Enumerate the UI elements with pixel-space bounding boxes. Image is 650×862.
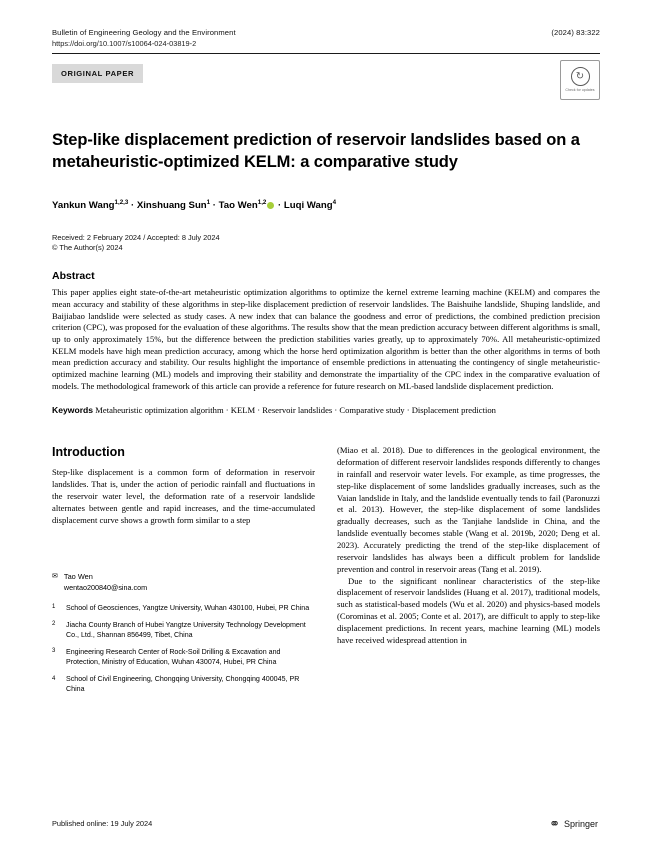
affiliation-item [52, 674, 315, 694]
author-separator: · [210, 199, 219, 211]
publication-dates [52, 233, 600, 254]
author-separator: · [128, 199, 137, 211]
keywords-block [52, 405, 600, 417]
affiliation-number: 4 [52, 675, 56, 682]
affiliation-list [52, 603, 315, 694]
abstract-heading: Abstract [52, 270, 95, 283]
correspondence-author [52, 572, 315, 582]
intro-right-text [337, 445, 600, 647]
left-column [52, 445, 315, 701]
author-name: Luqi Wang [283, 199, 333, 211]
correspondence-email[interactable]: wentao200840@sina.com [63, 582, 148, 592]
page-footer [52, 817, 598, 830]
affiliation-number: 3 [52, 648, 56, 655]
author-affil-marker: 1 [206, 198, 211, 206]
published-online: Published online: 19 July 2024 [52, 819, 153, 828]
affiliation-item [52, 620, 315, 640]
keywords-text: Metaheuristic optimization algorithm · KELM · Reservoir landslides · Comparative study · Displacement prediction [95, 405, 496, 416]
copyright-line: © The Author(s) 2024 [52, 243, 123, 253]
journal-issue: (2024) 83:322 [551, 28, 600, 37]
author-name: Tao Wen [218, 199, 258, 211]
abstract-text: This paper applies eight state-of-the-art metaheuristic optimization algorithms to optimize the kernel extreme learning machine (KELM) and compares the mean accuracy and stability of these algorithms in step-like displacement prediction of reservoir landslides. The Baishuihe landslide, Shuping landslide, and Baijiabao landslide were selected as study cases. A new index that can balance the goodness and error of predictions, the combined prediction precision criterion (CPC), was proposed for the evaluation of these algorithms. The results show that the mean prediction accuracy between different algorithms is small, up to only approximately 15%, but the difference between the prediction stabilities varies greatly, up to approximately 70%. All metaheuristic-optimized KELM models have high mean prediction accuracy, among which the horse herd optimization algorithm is better than the other algorithms in terms of both mean prediction accuracy and stability. Our results highlight the importance of ensemble predictions in attenuating the contingency of single metaheuristic-optimized machine learning (ML) models and improving their stability and demonstrate the impartiality of the CPC index in the comparative evaluation of models. The methodological framework of this article can provide a reference for future research on ML-based landslide displacement prediction. [52, 287, 600, 391]
right-column [337, 445, 600, 701]
affiliation-text: School of Civil Engineering, Chongqing University, Chongqing 400045, PR China [66, 675, 300, 694]
received-accepted: Received: 2 February 2024 / Accepted: 8 July 2024 [52, 232, 220, 242]
intro-left-text [52, 467, 315, 526]
doi-link[interactable]: https://doi.org/10.1007/s10064-024-03819-2 [52, 39, 197, 48]
paper-type-row [52, 64, 600, 100]
paragraph: Step-like displacement is a common form of deformation in reservoir landslides. That is, under the action of periodic rainfall and fluctuations in the reservoir water level, the deformation rate of a reservoir landslide alternates between gentle and rapid increases, and the time-accumulated displacement curve shows a growth form similar to a step [52, 467, 315, 525]
affiliation-item [52, 647, 315, 667]
crossmark-label: Check for updates [565, 88, 595, 93]
publisher-logo-icon: ⚭ [549, 816, 560, 831]
affiliation-text: Jiacha County Branch of Hubei Yangtze University Technology Development Co., Ltd., Shannan 856499, Tibet, China [66, 620, 306, 639]
paper-type-badge: ORIGINAL PAPER [52, 64, 143, 83]
journal-header [52, 28, 600, 37]
correspondence-email-row [52, 583, 315, 593]
affiliation-text: School of Geosciences, Yangtze University, Wuhan 430100, Hubei, PR China [66, 603, 310, 612]
publisher-logo [549, 817, 598, 830]
affiliation-text: Engineering Research Center of Rock-Soil Drilling & Excavation and Protection, Ministry of Education, Wuhan 430074, Hubei, PR China [66, 647, 281, 667]
envelope-icon: ✉ [52, 572, 58, 581]
author-separator: · [275, 199, 284, 211]
keywords-heading: Keywords [52, 405, 94, 416]
author-list [52, 199, 600, 211]
page-title: Step-like displacement prediction of reservoir landslides based on a metaheuristic-optimized KELM: a comparative study [52, 131, 580, 171]
introduction-heading: Introduction [52, 445, 125, 460]
correspondence-name: Tao Wen [63, 572, 93, 582]
journal-name: Bulletin of Engineering Geology and the Environment [52, 28, 236, 37]
affiliation-item [52, 603, 315, 613]
author-affil-marker: 1,2 [257, 198, 267, 206]
correspondence-block [52, 572, 315, 694]
paragraph: (Miao et al. 2018). Due to differences in the geological environment, the deformation of different reservoir landslides responds differently to changes in rainfall and reservoir water levels. For example, as time progresses, the step-like displacement of some landslides gradually increases, such as the Vaian landslide in Italy, and the landslide eventually tends to fail (Paronuzzi et al. 2013). However, the step-like displacement of some landslides gradually decreases, such as the Tanjiahe landslide in China, and the landslide eventually becomes stable (Wang et al. 2019b, 2020; Deng et al. 2023). Accurately predicting the trend of the step-like displacement of reservoir landslides has always been a difficult problem for landslide prevention and control in reservoir areas (Tang et al. 2019). [337, 445, 600, 574]
header-divider [52, 53, 600, 54]
two-column-body [52, 445, 600, 701]
page-content [52, 28, 600, 701]
crossmark-badge[interactable] [560, 60, 600, 100]
affiliation-number: 1 [52, 604, 56, 611]
publisher-name: Springer [563, 818, 598, 829]
author-name: Yankun Wang [52, 199, 115, 211]
affiliation-number: 2 [52, 621, 56, 628]
refresh-icon: ↻ [571, 67, 590, 86]
author-affil-marker: 1,2,3 [114, 198, 129, 206]
paragraph: Due to the significant nonlinear characteristics of the step-like displacement of reservoir landslides (Huang et al. 2017), traditional models, such as statistical-based models (Wu et al. 2020) and physics-based models (Corominas et al. 2005; Conte et al. 2017), are difficult to apply to step-like displacement predictions. In recent years, machine learning (ML) models have received widespread attention in [337, 575, 600, 645]
author-name: Xinshuang Sun [136, 199, 207, 211]
orcid-icon[interactable] [267, 202, 274, 209]
author-affil-marker: 4 [332, 198, 337, 206]
